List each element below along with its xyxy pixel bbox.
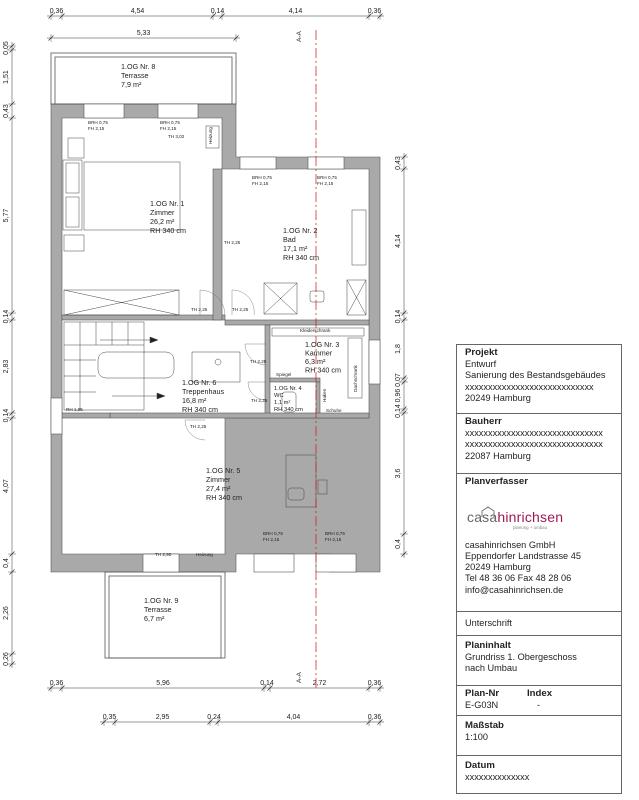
firm-line: casahinrichsen GmbH [465, 539, 556, 550]
dim-right: 0,96 [395, 388, 402, 403]
dim-top: 0,36 [367, 8, 382, 15]
heizung-note: Heizung [208, 127, 213, 144]
room2-label: 1.OG Nr. 2 Bad 17,1 m² RH 340 cm [283, 226, 319, 262]
dim-right: 3,6 [395, 468, 402, 479]
datum-value: xxxxxxxxxxxxxx [465, 772, 530, 782]
fh-note: FH 2,15 [263, 537, 280, 542]
brh-note: BRH 0,75 [317, 175, 337, 180]
terrace9-label: 1.OG Nr. 9 Terrasse 6,7 m² [144, 596, 179, 623]
dim-bottom-2: 0,24 [207, 714, 221, 721]
room4-label: 1.OG Nr. 4 WC 1,1 m² RH 340 cm [274, 386, 303, 413]
bauherr-section [457, 413, 621, 473]
dim-left: 4,07 [3, 479, 10, 493]
dim-bottom-1: 0,36 [367, 680, 382, 687]
dim-left: 0,14 [3, 408, 10, 423]
datum-section [457, 755, 621, 795]
dim-right: 4,14 [395, 234, 402, 248]
fh-note: FH 2,15 [317, 181, 334, 186]
dim-left: 5,77 [3, 208, 10, 223]
dim-top: 4,54 [130, 8, 145, 15]
dim-left: 0,26 [3, 652, 10, 666]
projekt-section [457, 345, 621, 413]
projekt-line: Sanierung des Bestandsgebäudes [465, 370, 606, 381]
unterschrift-section [457, 611, 621, 635]
dim-bottom-2: 0,35 [102, 714, 117, 721]
planinhalt-line: nach Umbau [465, 663, 518, 674]
dim-top: 0,14 [210, 8, 225, 15]
bauherr-line: xxxxxxxxxxxxxxxxxxxxxxxxxxxxxx [465, 439, 603, 450]
dim-left: 0,4 [3, 558, 10, 568]
th-note: TH 2,25 [251, 398, 268, 403]
planinhalt-section [457, 635, 621, 685]
massstab-label: Maßstab [465, 720, 504, 731]
index-label: Index [527, 688, 553, 699]
dim-bottom-2: 2,95 [155, 714, 170, 721]
terrace8-label: 1.OG Nr. 8 Terrasse 7,9 m² [121, 62, 156, 89]
th-note: TH 2,25 [190, 424, 207, 429]
logo-tagline: planung + umbau [513, 525, 548, 531]
room6-label: 1.OG Nr. 6 Treppenhaus 16,8 m² RH 340 cm [182, 378, 225, 414]
room5-label: 1.OG Nr. 5 Zimmer 27,4 m² RH 340 cm [206, 466, 242, 502]
room3-label: 1.OG Nr. 3 Kammer 6,3 m² RH 340 cm [305, 340, 341, 375]
th-note: TH 2,25 [250, 359, 267, 364]
company-logo: casahinrichsen [467, 509, 564, 525]
brh-note: BRH 0,75 [88, 120, 108, 125]
firm-line: Eppendorfer Landstrasse 45 [465, 550, 581, 561]
th-note: TH 2,25 [191, 307, 208, 312]
dachschrank-note: Dachschrank [353, 365, 358, 392]
dim-right: 0,4 [395, 539, 402, 549]
dim-left: 2,83 [3, 359, 10, 374]
firm-line: info@casahinrichsen.de [465, 584, 564, 595]
dim-bottom-1: 5,96 [156, 680, 170, 687]
dim-right: 0,43 [395, 156, 402, 170]
th-note: TH 3,02 [168, 134, 185, 139]
th-note: TH 2,25 [224, 240, 241, 245]
plannr-section [457, 685, 621, 715]
schuhe-note: Schuhe [326, 408, 342, 413]
section-label-bottom: A-A [296, 672, 303, 683]
th-note: TH 2,90 [155, 552, 172, 557]
brh-note: BRH 0,75 [263, 531, 283, 536]
dim-top: 0,36 [49, 8, 64, 15]
datum-label: Datum [465, 760, 495, 771]
planinhalt-label: Planinhalt [465, 640, 511, 651]
brh-note: BRH 0,75 [325, 531, 345, 536]
bauherr-label: Bauherr [465, 416, 502, 427]
staircase [64, 322, 174, 410]
fh-note: FH 2,15 [252, 181, 269, 186]
massstab-value: 1:100 [465, 732, 488, 742]
massstab-section [457, 715, 621, 755]
kleiderschrank-note: Kleiderschrank [300, 328, 331, 333]
dim-bottom-1: 0,36 [49, 680, 64, 687]
dim-right: 0,14 [395, 309, 402, 324]
planverfasser-label: Planverfasser [465, 476, 528, 487]
projekt-line: xxxxxxxxxxxxxxxxxxxxxxxxxxxx [465, 381, 594, 392]
rh-note: RH 1,95 [66, 407, 83, 412]
brh-note: BRH 0,75 [160, 120, 180, 125]
bauherr-line: xxxxxxxxxxxxxxxxxxxxxxxxxxxxxx [465, 428, 603, 438]
spiegel-note: Spiegel [276, 372, 292, 377]
dim-top: 4,14 [288, 8, 303, 15]
room1-label: 1.OG Nr. 1 Zimmer 26,2 m² RH 340 cm [150, 199, 186, 235]
th-note: TH 2,25 [232, 307, 249, 312]
dim-left: 0,43 [3, 104, 10, 118]
dim-bottom-1: 2,72 [312, 680, 327, 687]
fh-note: FH 2,15 [88, 126, 105, 131]
unterschrift-label: Unterschrift [465, 618, 512, 628]
bauherr-line: 22087 Hamburg [465, 450, 531, 461]
planverfasser-section [457, 473, 621, 611]
dim-right: 0,14 [395, 404, 402, 418]
fh-note: FH 2,15 [325, 537, 342, 542]
dim-bottom-1: 0,14 [260, 680, 274, 687]
dim-left: 2,26 [3, 606, 10, 620]
projekt-line: Entwurf [465, 359, 497, 369]
brh-note: BRH 0,75 [252, 175, 272, 180]
fh-note: FH 2,15 [160, 126, 177, 131]
projekt-line: 20249 Hamburg [465, 392, 531, 403]
dim-left: 0,05 [3, 41, 10, 55]
projekt-label: Projekt [465, 347, 498, 358]
haken-note: Haken [322, 388, 327, 402]
dim-right: 0,07 [395, 373, 402, 387]
firm-line: Tel 48 36 06 Fax 48 28 06 [465, 573, 572, 584]
dim-right: 1,8 [395, 344, 402, 354]
planinhalt-line: Grundriss 1. Obergeschoss [465, 652, 577, 662]
dim-terrace: 5,33 [136, 30, 151, 37]
heizung-note: Heizung [196, 552, 213, 557]
title-block [456, 344, 622, 794]
dim-bottom-2: 0,36 [367, 714, 382, 721]
section-label-top: A-A [296, 31, 303, 42]
dim-left: 0,14 [3, 309, 10, 324]
dim-left: 1,51 [3, 70, 10, 84]
index-value: - [537, 700, 541, 710]
plannr-label: Plan-Nr [465, 688, 500, 699]
house-logo-icon [481, 506, 495, 518]
firm-line: 20249 Hamburg [465, 562, 531, 573]
plannr-value: E-G03N [465, 700, 499, 710]
dim-bottom-2: 4,04 [286, 714, 301, 721]
